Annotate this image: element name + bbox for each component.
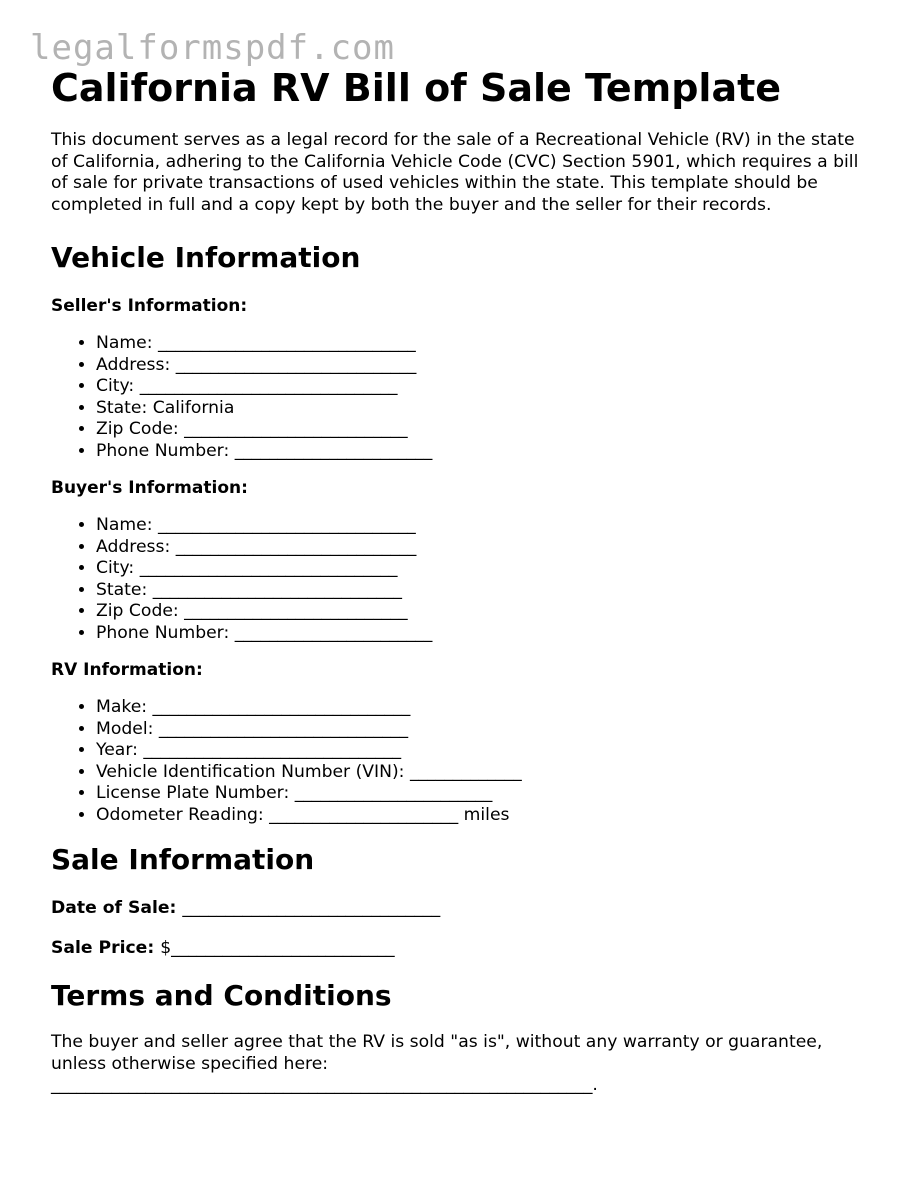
sale-information-heading: Sale Information (51, 843, 315, 876)
sale-information-section (51, 840, 871, 960)
date-of-sale-label: Date of Sale: (51, 898, 177, 918)
buyer-information-heading: Buyer's Information: (51, 478, 248, 498)
buyer-address-field: • Address: ____________________________ (96, 537, 871, 559)
seller-address-field: • Address: ____________________________ (96, 355, 871, 377)
terms-section (51, 976, 871, 1097)
seller-fields-list (51, 333, 871, 462)
seller-zip-field: • Zip Code: __________________________ (96, 419, 871, 441)
buyer-zip-field: • Zip Code: __________________________ (96, 601, 871, 623)
intro-paragraph: This document serves as a legal record for the sale of a Recreational Vehicle (RV) in the state of California, adhering to the California Vehicle Code (CVC) Section 5901, which requires a bill of sale for private transactions of used vehicles within the state. This template should be completed in full and a copy kept by both the buyer and the seller for their records. (51, 130, 859, 215)
rv-make-field: • Make: ______________________________ (96, 697, 871, 719)
page-title: California RV Bill of Sale Template (51, 66, 782, 110)
seller-state-field: • State: California (96, 398, 871, 420)
buyer-name-field: • Name: ______________________________ (96, 515, 871, 537)
sale-price-blank: $__________________________ (160, 938, 395, 958)
date-of-sale-blank: ______________________________ (182, 898, 441, 918)
buyer-fields-list (51, 515, 871, 644)
terms-paragraph: The buyer and seller agree that the RV is sold "as is", without any warranty or guarantee, unless otherwise specified here: _______________________________________________________________. (51, 1032, 823, 1095)
sale-price-field (51, 936, 871, 960)
rv-vin-field: • Vehicle Identification Number (VIN): _____________ (96, 762, 871, 784)
buyer-city-field: • City: ______________________________ (96, 558, 871, 580)
rv-fields-list (51, 697, 871, 826)
rv-model-field: • Model: _____________________________ (96, 719, 871, 741)
buyer-state-field: • State: _____________________________ (96, 580, 871, 602)
sale-price-label: Sale Price: (51, 938, 155, 958)
vehicle-information-heading: Vehicle Information (51, 241, 361, 274)
rv-information-heading: RV Information: (51, 660, 203, 680)
date-of-sale-field (51, 896, 871, 920)
rv-odometer-field: • Odometer Reading: ______________________ miles (96, 805, 871, 827)
seller-phone-field: • Phone Number: _______________________ (96, 441, 871, 463)
seller-information-heading: Seller's Information: (51, 296, 248, 316)
watermark: legalformspdf.com (30, 28, 395, 68)
seller-city-field: • City: ______________________________ (96, 376, 871, 398)
seller-name-field: • Name: ______________________________ (96, 333, 871, 355)
vehicle-information-section (51, 238, 871, 826)
buyer-phone-field: • Phone Number: _______________________ (96, 623, 871, 645)
terms-heading: Terms and Conditions (51, 979, 392, 1012)
rv-year-field: • Year: ______________________________ (96, 740, 871, 762)
document-body (51, 62, 871, 1097)
rv-license-plate-field: • License Plate Number: _______________________ (96, 783, 871, 805)
